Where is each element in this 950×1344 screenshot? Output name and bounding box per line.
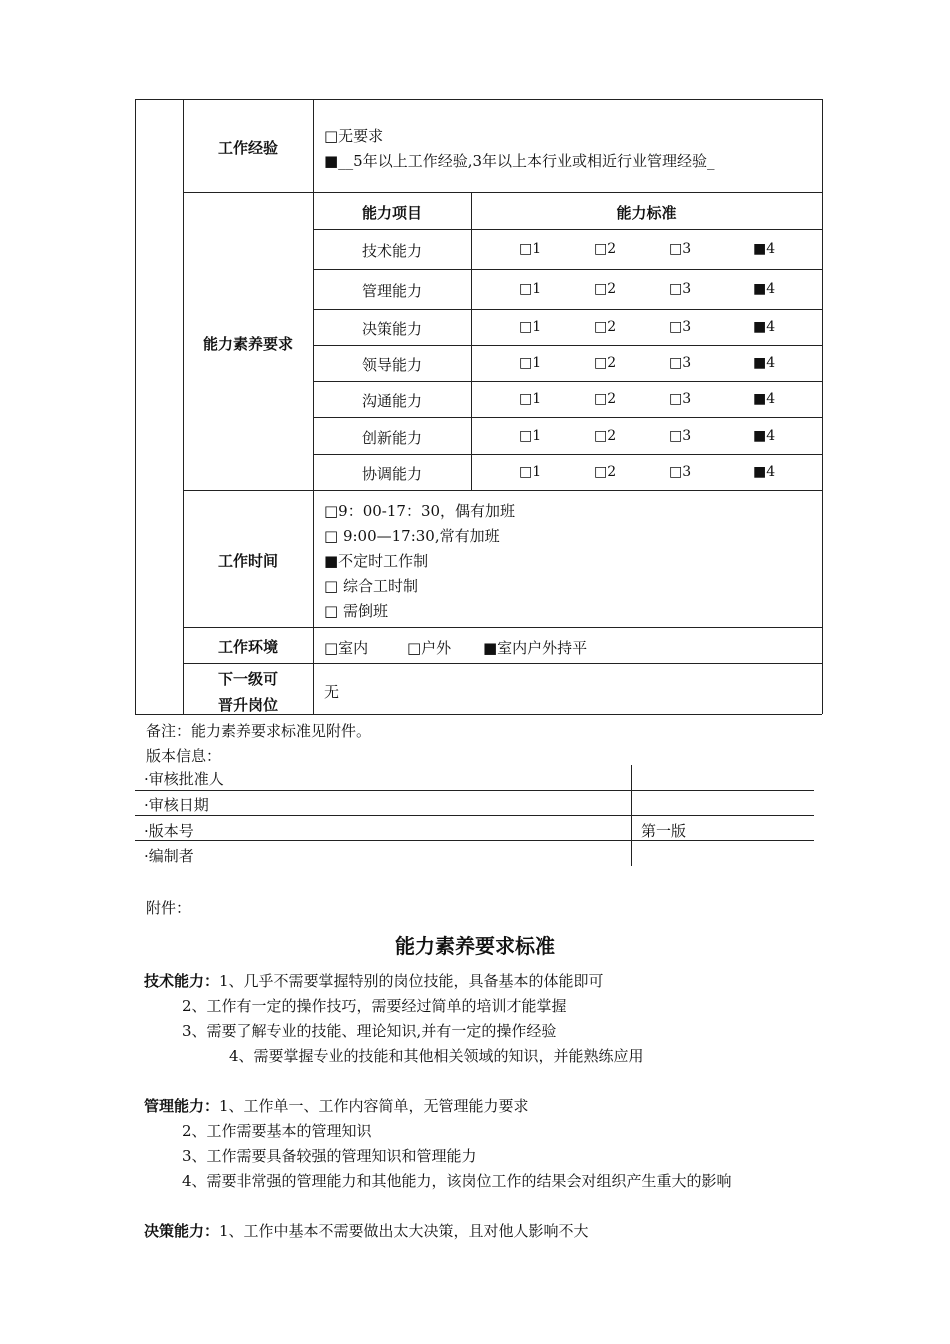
- ability-level-checkbox[interactable]: [669, 391, 691, 407]
- unchecked-box-icon: □: [519, 427, 533, 444]
- tech-item-4: 4、需要掌握专业的技能和其他相关领域的知识，并能熟练应用: [229, 1047, 644, 1065]
- mgmt-section-line1: [144, 1095, 529, 1116]
- version-label-date: ·审核日期: [144, 796, 209, 814]
- ability-level-number: 3: [682, 355, 692, 371]
- experience-option-5years[interactable]: ■__5年以上工作经验,3年以上本行业或相近行业管理经验_: [324, 152, 715, 170]
- ability-level-checkbox[interactable]: [669, 281, 691, 297]
- ability-item-header: 能力项目: [361, 204, 422, 222]
- ability-row-name: 管理能力: [361, 282, 422, 300]
- checked-box-icon: ■: [753, 355, 767, 371]
- ability-level-number: 3: [682, 281, 692, 297]
- ability-level-number: 3: [682, 241, 692, 257]
- unchecked-box-icon: □: [519, 464, 533, 480]
- ability-level-checkbox[interactable]: [519, 355, 541, 371]
- decision-section-line1: [144, 1220, 589, 1241]
- ability-level-checkbox[interactable]: [519, 391, 541, 407]
- ability-level-checkbox[interactable]: [753, 391, 775, 407]
- ability-row-name: 创新能力: [361, 428, 422, 447]
- unchecked-box-icon: □: [669, 281, 683, 297]
- ability-level-checkbox[interactable]: [519, 464, 541, 480]
- ability-level-checkbox[interactable]: [669, 428, 691, 444]
- work-time-option-5[interactable]: □ 需倒班: [324, 602, 388, 620]
- ability-level-checkbox[interactable]: [669, 319, 691, 335]
- unchecked-box-icon: □: [669, 355, 683, 371]
- tech-item-2: 2、工作有一定的操作技巧，需要经过简单的培训才能掌握: [182, 997, 567, 1015]
- tech-item-3: 3、需要了解专业的技能、理论知识,并有一定的操作经验: [182, 1022, 557, 1040]
- ability-level-checkbox[interactable]: [594, 464, 616, 480]
- environment-label: 工作环境: [217, 638, 278, 656]
- ability-row-name: 技术能力: [361, 242, 422, 260]
- promotion-value: 无: [324, 683, 340, 701]
- ability-level-checkbox[interactable]: [594, 428, 616, 444]
- ability-level-checkbox[interactable]: [669, 464, 691, 480]
- ability-level-checkbox[interactable]: [594, 281, 616, 297]
- ability-level-number: 2: [607, 427, 617, 444]
- checked-box-icon: ■: [753, 427, 767, 444]
- ability-level-checkbox[interactable]: [519, 428, 541, 444]
- version-info-heading: 版本信息：: [146, 747, 222, 765]
- unchecked-box-icon: □: [669, 391, 683, 407]
- remark-text: 备注：能力素养要求标准见附件。: [146, 722, 372, 740]
- unchecked-box-icon: □: [594, 281, 608, 297]
- version-label-approver: ·审核批准人: [144, 770, 224, 788]
- unchecked-box-icon: □: [669, 427, 683, 444]
- mgmt-item-1: 1、工作单一、工作内容简单，无管理能力要求: [219, 1097, 529, 1115]
- ability-level-checkbox[interactable]: [753, 241, 775, 257]
- unchecked-box-icon: □: [519, 391, 533, 407]
- ability-level-number: 2: [607, 281, 617, 297]
- mgmt-item-3: 3、工作需要具备较强的管理知识和管理能力: [182, 1147, 477, 1165]
- decision-item-1: 1、工作中基本不需要做出太大决策，且对他人影响不大: [219, 1222, 589, 1240]
- ability-level-checkbox[interactable]: [753, 319, 775, 335]
- ability-level-number: 4: [766, 281, 776, 297]
- checked-box-icon: ■: [753, 464, 767, 480]
- mgmt-heading: 管理能力：: [144, 1097, 220, 1115]
- work-time-option-1[interactable]: □9：00-17：30，偶有加班: [324, 502, 516, 520]
- ability-row-name: 决策能力: [361, 320, 422, 338]
- decision-heading: 决策能力：: [144, 1222, 220, 1240]
- ability-level-number: 1: [532, 427, 542, 444]
- unchecked-box-icon: □: [669, 464, 683, 480]
- tech-section-line1: [144, 970, 604, 991]
- tech-item-1: 1、几乎不需要掌握特别的岗位技能，具备基本的体能即可: [219, 972, 604, 990]
- unchecked-box-icon: □: [669, 241, 683, 257]
- version-label-author: ·编制者: [144, 847, 194, 865]
- ability-label: 能力素养要求: [202, 335, 293, 353]
- promotion-label-line1: 下一级可: [217, 670, 278, 688]
- ability-level-number: 2: [607, 355, 617, 371]
- checked-box-icon: ■: [753, 319, 767, 335]
- ability-level-number: 3: [682, 319, 692, 335]
- unchecked-box-icon: □: [519, 241, 533, 257]
- checked-box-icon: ■: [753, 281, 767, 297]
- work-time-option-3[interactable]: ■不定时工作制: [324, 552, 429, 570]
- ability-level-checkbox[interactable]: [669, 241, 691, 257]
- promotion-label-line2: 晋升岗位: [217, 696, 278, 714]
- ability-row-name: 沟通能力: [361, 392, 422, 410]
- mgmt-item-2: 2、工作需要基本的管理知识: [182, 1122, 372, 1140]
- ability-level-checkbox[interactable]: [669, 355, 691, 371]
- ability-level-checkbox[interactable]: [753, 428, 775, 444]
- environment-option-outdoor[interactable]: □户外: [407, 639, 452, 657]
- ability-level-checkbox[interactable]: [594, 319, 616, 335]
- ability-level-checkbox[interactable]: [594, 241, 616, 257]
- ability-level-checkbox[interactable]: [519, 281, 541, 297]
- checked-box-icon: ■: [753, 241, 767, 257]
- unchecked-box-icon: □: [594, 241, 608, 257]
- tech-heading: 技术能力：: [144, 972, 220, 990]
- environment-option-mixed[interactable]: ■室内户外持平: [483, 639, 588, 657]
- ability-level-number: 3: [682, 391, 692, 407]
- ability-level-checkbox[interactable]: [519, 241, 541, 257]
- ability-standard-header: 能力标准: [616, 204, 677, 222]
- experience-option-none[interactable]: □无要求: [324, 127, 384, 145]
- ability-level-checkbox[interactable]: [753, 464, 775, 480]
- ability-level-checkbox[interactable]: [753, 281, 775, 297]
- ability-level-checkbox[interactable]: [594, 391, 616, 407]
- ability-row-name: 领导能力: [361, 356, 422, 374]
- ability-level-checkbox[interactable]: [753, 355, 775, 371]
- ability-level-number: 3: [682, 427, 692, 444]
- unchecked-box-icon: □: [594, 355, 608, 371]
- ability-level-number: 2: [607, 241, 617, 257]
- unchecked-box-icon: □: [594, 464, 608, 480]
- unchecked-box-icon: □: [594, 319, 608, 335]
- ability-level-number: 1: [532, 281, 542, 297]
- ability-level-number: 1: [532, 241, 542, 257]
- ability-level-number: 1: [532, 319, 542, 335]
- ability-level-number: 4: [766, 355, 776, 371]
- ability-level-checkbox[interactable]: [519, 319, 541, 335]
- ability-level-number: 1: [532, 464, 542, 480]
- version-label-number: ·版本号: [144, 822, 194, 840]
- ability-level-number: 3: [682, 464, 692, 480]
- unchecked-box-icon: □: [594, 391, 608, 407]
- ability-level-number: 2: [607, 391, 617, 407]
- ability-level-number: 4: [766, 391, 776, 407]
- attachment-label: 附件：: [146, 899, 192, 917]
- ability-level-number: 1: [532, 355, 542, 371]
- unchecked-box-icon: □: [519, 355, 533, 371]
- experience-label: 工作经验: [217, 139, 278, 157]
- work-time-option-2[interactable]: □ 9:00—17:30,常有加班: [324, 527, 500, 545]
- work-time-label: 工作时间: [217, 552, 278, 570]
- ability-level-number: 1: [532, 391, 542, 407]
- ability-level-number: 4: [766, 427, 776, 444]
- standard-title: 能力素养要求标准: [395, 934, 555, 958]
- ability-level-number: 4: [766, 319, 776, 335]
- unchecked-box-icon: □: [519, 281, 533, 297]
- unchecked-box-icon: □: [669, 319, 683, 335]
- unchecked-box-icon: □: [594, 427, 608, 444]
- ability-level-number: 2: [607, 464, 617, 480]
- unchecked-box-icon: □: [519, 319, 533, 335]
- work-time-option-4[interactable]: □ 综合工时制: [324, 577, 418, 595]
- checked-box-icon: ■: [753, 391, 767, 407]
- mgmt-item-4: 4、需要非常强的管理能力和其他能力，该岗位工作的结果会对组织产生重大的影响: [182, 1172, 732, 1190]
- ability-level-number: 4: [766, 464, 776, 480]
- ability-level-number: 2: [607, 319, 617, 335]
- ability-level-checkbox[interactable]: [594, 355, 616, 371]
- version-value-number: 第一版: [641, 822, 687, 840]
- ability-row-name: 协调能力: [361, 465, 422, 483]
- environment-option-indoor[interactable]: □室内: [324, 639, 369, 657]
- ability-level-number: 4: [766, 241, 776, 257]
